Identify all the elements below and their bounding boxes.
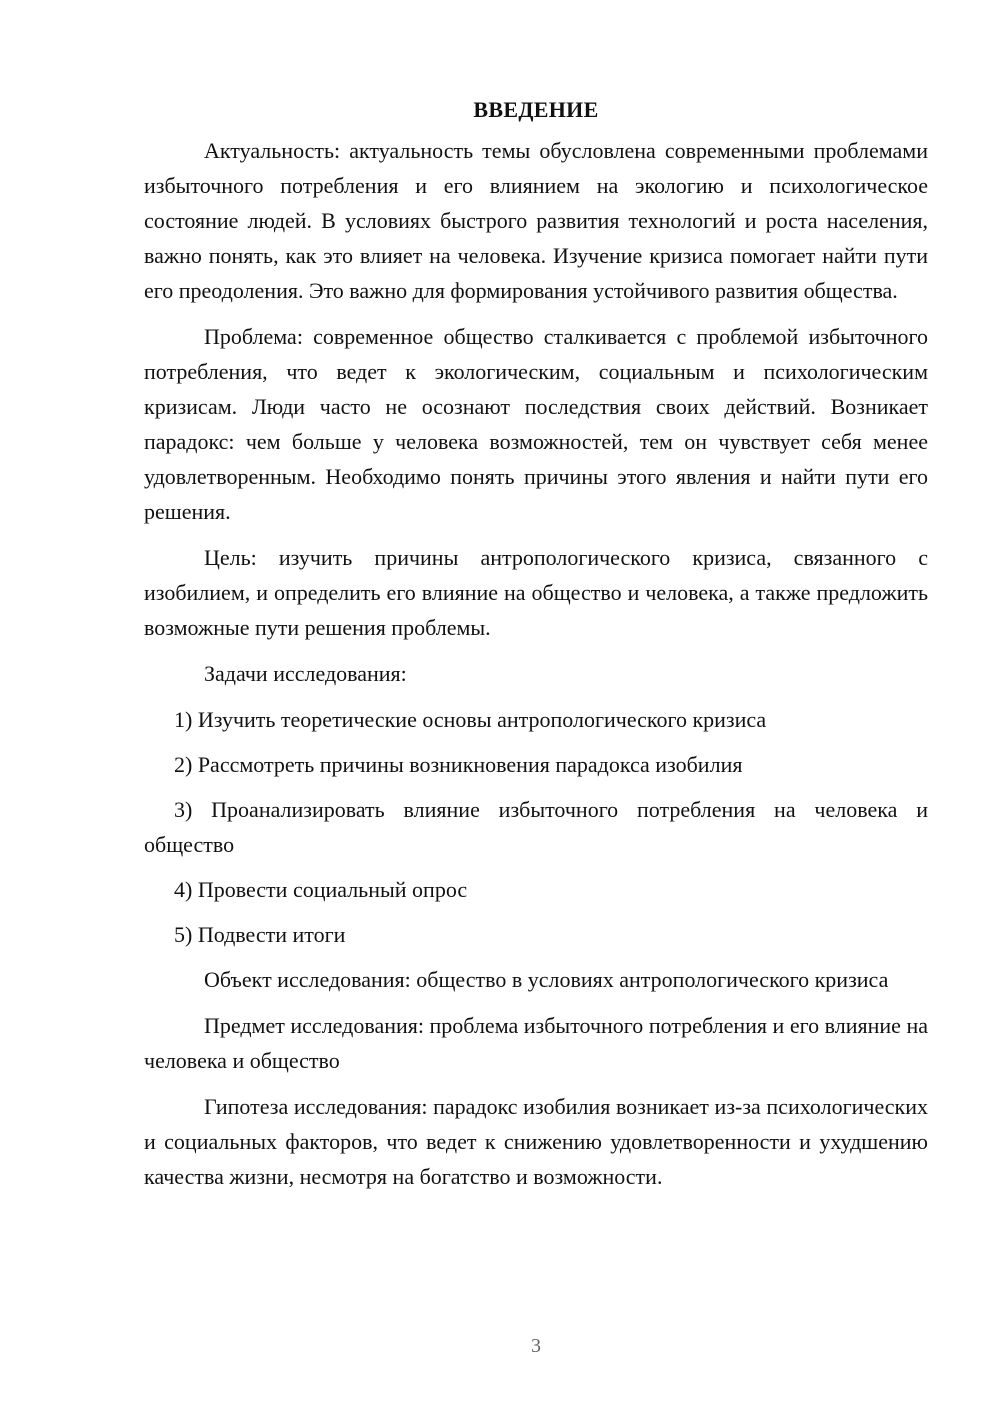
task-item-4: 4) Провести социальный опрос [174, 877, 468, 902]
tasks-heading: Задачи исследования: [204, 661, 407, 686]
paragraph-problem: Проблема: современное общество сталкивается с проблемой избыточного потребления, что ведет к экологическим, социальным и психологическим кризисам. Люди часто не осознают последствия своих действий. Возникает парадокс: чем больше у человека возможностей, тем он чувствует себя менее удовлетворенным. Необходимо понять причины этого явления и найти пути его решения. [144, 324, 928, 524]
paragraph-object: Объект исследования: общество в условиях антропологического кризиса [204, 967, 889, 992]
task-item-3: 3) Проанализировать влияние избыточного потребления на человека и общество [144, 797, 928, 857]
paragraph-actuality: Актуальность: актуальность темы обусловлена современными проблемами избыточного потребления и его влиянием на экологию и психологическое состояние людей. В условиях быстрого развития технологий и роста населения, важно понять, как это влияет на человека. Изучение кризиса помогает найти пути его преодоления. Это важно для формирования устойчивого развития общества. [144, 138, 928, 303]
task-item-5: 5) Подвести итоги [174, 922, 346, 947]
page-number: 3 [531, 1335, 541, 1357]
paragraph-goal: Цель: изучить причины антропологического кризиса, связанного с изобилием, и определить его влияние на общество и человека, а также предложить возможные пути решения проблемы. [144, 545, 928, 640]
paragraph-hypothesis: Гипотеза исследования: парадокс изобилия возникает из-за психологических и социальных факторов, что ведет к снижению удовлетворенности и ухудшению качества жизни, несмотря на богатство и возможности. [144, 1094, 928, 1189]
section-title: ВВЕДЕНИЕ [473, 97, 599, 122]
document-page [144, 93, 928, 1205]
task-item-2: 2) Рассмотреть причины возникновения парадокса изобилия [174, 752, 743, 777]
task-item-1: 1) Изучить теоретические основы антропологического кризиса [174, 707, 767, 732]
paragraph-subject: Предмет исследования: проблема избыточного потребления и его влияние на человека и общество [144, 1013, 928, 1073]
